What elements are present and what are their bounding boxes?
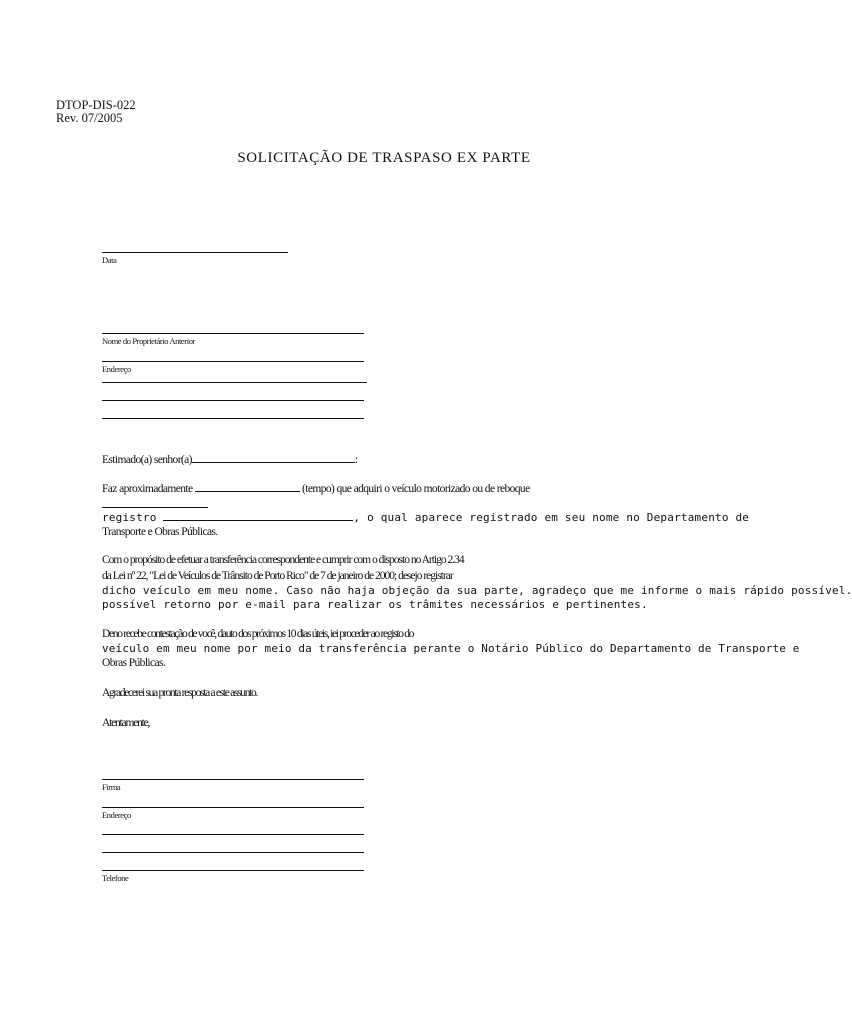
previous-owner-line[interactable] — [102, 333, 364, 334]
paragraph-1-line-2 — [102, 510, 749, 525]
signature-address-line-2[interactable] — [102, 834, 364, 835]
signature-line[interactable] — [102, 779, 364, 780]
paragraph-4: Agradecerei sua pronta resposta a este assunto. — [102, 687, 258, 699]
p1-text-b: (tempo) que adquiri o veículo motorizado ou de reboque — [302, 483, 530, 495]
date-label: Data — [102, 255, 117, 265]
phone-line[interactable] — [102, 870, 364, 871]
revision-date: Rev. 07/2005 — [56, 111, 123, 125]
signature-label: Firma — [102, 782, 121, 792]
previous-owner-label: Nome do Proprietário Anterior — [102, 336, 195, 346]
paragraph-3-line-2: veículo em meu nome por meio da transferência perante o Notário Público do Departamento de Transporte e — [102, 642, 800, 655]
address-line-2[interactable] — [102, 382, 367, 383]
p1-text-a: Faz aproximadamente — [102, 483, 193, 495]
paragraph-1-line-1 — [102, 481, 530, 496]
closing: Atentamente, — [102, 717, 150, 729]
signature-address-label: Endereço — [102, 810, 131, 820]
paragraph-2-line-1: Com o propósito de efetuar a transferência correspondente e cumprir com o disposto no Artigo 2.34 — [102, 554, 464, 566]
greeting-text: Estimado(a) senhor(a) — [102, 454, 192, 466]
greeting-colon: : — [354, 454, 358, 466]
address-line[interactable] — [102, 361, 364, 362]
document-title: SOLICITAÇÃO DE TRASPASO EX PARTE — [237, 150, 531, 166]
address-line-3[interactable] — [102, 400, 364, 401]
paragraph-3-line-3: Obras Públicas. — [102, 657, 166, 669]
time-blank[interactable] — [195, 481, 300, 492]
paragraph-2-line-4: possível retorno por e-mail para realizar os trâmites necessários e pertinentes. — [102, 598, 648, 611]
greeting-line — [102, 452, 358, 467]
address-label: Endereço — [102, 364, 131, 374]
form-number: DTOP-DIS-022 — [56, 98, 136, 112]
paragraph-1-line-3: Transporte e Obras Públicas. — [102, 526, 218, 538]
signature-address-line-3[interactable] — [102, 852, 364, 853]
recipient-name-blank[interactable] — [192, 452, 355, 463]
document-code — [56, 99, 136, 125]
p1-text-c: registro — [102, 511, 157, 524]
registration-blank[interactable] — [163, 510, 353, 521]
p1-text-d: , o qual aparece registrado em seu nome no Departamento de — [353, 511, 750, 524]
date-line[interactable] — [102, 252, 288, 253]
paragraph-2-line-2: da Lei nº 22, "Lei de Veículos de Trânsito de Porto Rico" de 7 de janeiro de 2000; desejo registrar — [102, 570, 453, 582]
signature-address-line[interactable] — [102, 807, 364, 808]
paragraph-3-line-1: Deno recebe contestação de você, dauto dos próximos 10 dias úteis, iei proceder ao registo do — [102, 628, 414, 640]
vehicle-blank-line[interactable] — [102, 507, 208, 508]
address-line-4[interactable] — [102, 418, 364, 419]
phone-label: Telefone — [102, 873, 129, 883]
paragraph-2-line-3: dicho veículo em meu nome. Caso não haja objeção da sua parte, agradeço que me informe o mais rápido possível. — [102, 584, 852, 597]
